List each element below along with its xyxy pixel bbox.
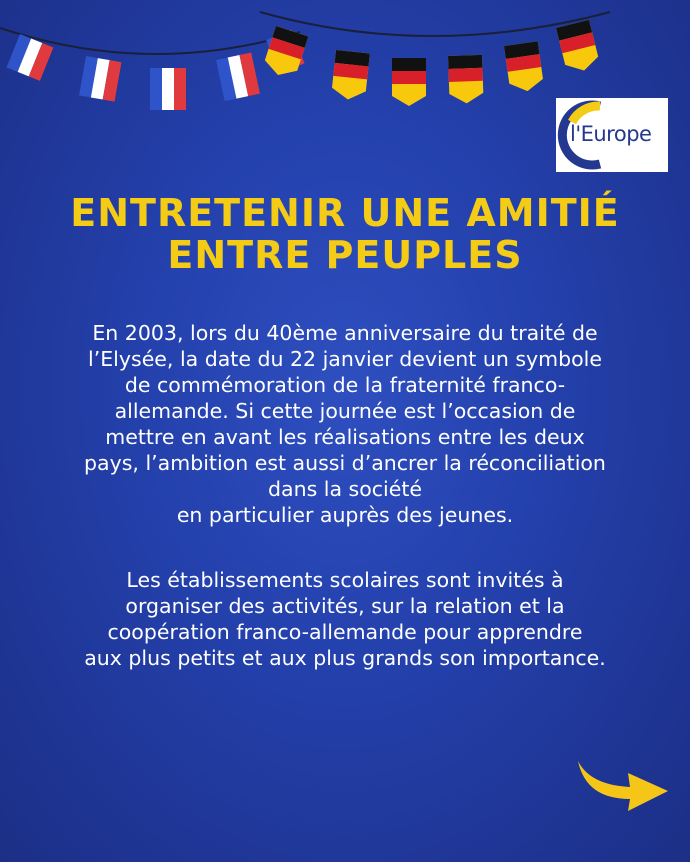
- paragraph-line: aux plus petits et aux plus grands son importance.: [84, 646, 606, 670]
- german-flag: [392, 58, 426, 106]
- paragraph-line: pays, l’ambition est aussi d’ancrer la réconciliation: [84, 451, 606, 475]
- paragraph-line: mettre en avant les réalisations entre les deux: [105, 425, 585, 449]
- paragraph-line: coopération franco-allemande pour apprendre: [107, 620, 583, 644]
- german-flag: [262, 26, 309, 80]
- french-flag: [216, 53, 260, 102]
- german-flag: [556, 20, 601, 75]
- page-title: [0, 192, 690, 276]
- paragraph-line: organiser des activités, sur la relation et la: [125, 594, 565, 618]
- arrow-right-icon[interactable]: [572, 755, 672, 815]
- paragraph-line: en particulier auprès des jeunes.: [176, 503, 514, 527]
- title-line: ENTRE PEUPLES: [167, 233, 523, 277]
- paragraph-intro: [30, 320, 660, 528]
- paragraph-line: En 2003, lors du 40ème anniversaire du traité de: [92, 321, 598, 345]
- paragraph-line: Les établissements scolaires sont invités à: [126, 568, 564, 592]
- paragraph-schools: [30, 567, 660, 671]
- logo-text: l'Europe: [570, 122, 652, 146]
- paragraph-line: l’Elysée, la date du 22 janvier devient un symbole: [88, 347, 602, 371]
- title-line: ENTRETENIR UNE AMITIÉ: [70, 191, 620, 235]
- german-flag: [448, 55, 484, 104]
- german-flag: [504, 41, 544, 93]
- paragraph-line: dans la société: [268, 477, 422, 501]
- french-flag: [79, 56, 121, 102]
- paragraph-line: de commémoration de la fraternité franco-: [124, 373, 566, 397]
- french-flag: [150, 68, 186, 110]
- german-flag: [331, 50, 370, 101]
- paragraph-line: allemande. Si cette journée est l’occasion de: [114, 399, 576, 423]
- europe-logo: [556, 98, 668, 172]
